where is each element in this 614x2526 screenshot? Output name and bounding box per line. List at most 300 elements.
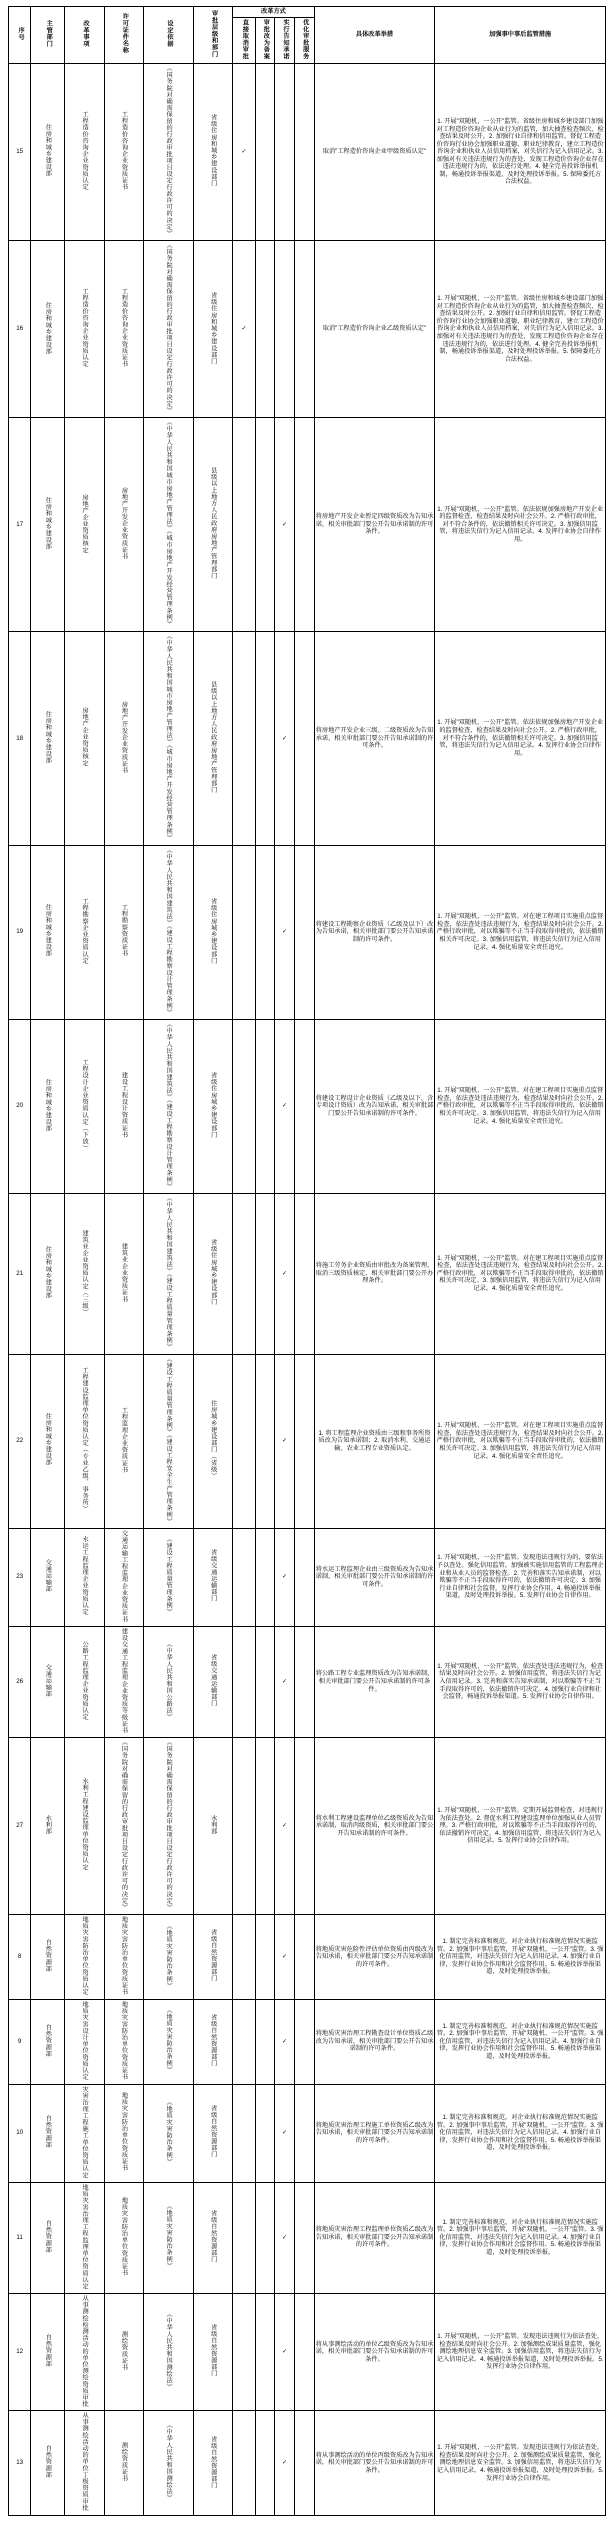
row-cert-text: 建设交通工程监理企业资质等级证书 <box>120 1627 128 1734</box>
row-seq-text: 10 <box>16 2129 24 2137</box>
row-notify-commitment <box>275 241 295 418</box>
row-dept <box>31 63 65 240</box>
row-setter-text: 省级自然资源部门 <box>209 2435 217 2489</box>
row-basis-text: 《建设工程质量管理条例》 <box>165 1536 173 1616</box>
row-item <box>65 2411 104 2516</box>
row-optimize-service <box>294 1019 314 1193</box>
row-measure <box>314 2182 435 2293</box>
row-notify-commitment <box>275 63 295 240</box>
row-seq <box>9 2411 31 2516</box>
row-measure <box>314 1915 435 2000</box>
row-dept <box>31 1999 65 2084</box>
table-row <box>9 845 606 1019</box>
row-dept <box>31 2182 65 2293</box>
row-approval-to-record <box>255 1915 275 2000</box>
row-setter-text: 县级以上地方人民政府房地产管理部门 <box>209 680 217 794</box>
row-notify-commitment-text: ✓ <box>282 1437 288 1445</box>
header-item: 改革事项 <box>65 7 104 64</box>
row-cert-text: 地质灾害防治单位资质证书 <box>120 2000 128 2080</box>
row-basis <box>144 241 194 418</box>
table-row <box>9 2293 606 2411</box>
row-setter <box>193 63 232 240</box>
row-cert <box>104 1354 143 1528</box>
row-supervision <box>435 241 606 418</box>
row-item-text: 从事测绘活动的单位丁级资质审批 <box>81 2412 89 2512</box>
row-item-text: 地质灾害治理工程监理单位资质认定 <box>81 2183 89 2290</box>
row-item <box>65 241 104 418</box>
row-direct-cancel <box>233 241 255 418</box>
row-cert-text: 地质灾害防治单位资质证书 <box>120 2092 128 2172</box>
row-item <box>65 2293 104 2411</box>
row-measure <box>314 2084 435 2182</box>
table-row <box>9 1019 606 1193</box>
row-cert-text: 地质灾害防治单位资质证书 <box>120 1916 128 1996</box>
row-seq <box>9 1019 31 1193</box>
row-approval-to-record <box>255 63 275 240</box>
row-direct-cancel-text: ✓ <box>241 325 247 333</box>
table-row <box>9 1626 606 1737</box>
row-seq <box>9 418 31 632</box>
row-notify-commitment <box>275 1528 295 1626</box>
row-measure-text: 将地质灾害治理工程监理单位资质乙级改为告知承诺，相关审批部门要公开告知承诺制的许可条件。 <box>315 2226 434 2249</box>
row-item-text: 房地产企业资质核定 <box>81 493 89 554</box>
row-setter <box>193 1019 232 1193</box>
row-basis-text: 《中华人民共和国城市房地产管理法》《城市房地产开发经营管理条例》 <box>165 632 173 842</box>
row-direct-cancel <box>233 1019 255 1193</box>
row-item-text: 地质灾害设计单位资质认定 <box>81 2000 89 2080</box>
row-cert <box>104 845 143 1019</box>
row-optimize-service <box>294 1626 314 1737</box>
row-setter-text: 省级自然资源部门 <box>209 2209 217 2263</box>
row-measure-text: 1. 将工程监理企业资质由三级和事务所资质改为告知承诺制；2. 取消水利、交通运输、农业工程专业资质认定。 <box>318 1429 431 1452</box>
row-dept-text: 自然资源部 <box>44 2219 52 2253</box>
row-notify-commitment-text: ✓ <box>282 1269 288 1277</box>
row-supervision <box>435 2411 606 2516</box>
row-seq <box>9 241 31 418</box>
row-supervision-text: 1. 制定完善标准和规范，对企业执行标准规范情况实施监管。2. 加强事中事后监管，开展"双随机、一公开"监管。3. 强化信用监管，对违法失信行为记入信用记录。4. 加强行业自律，发挥行业协会作用和社会监督作用。5. 畅通投诉举报渠道，及时处理投诉举报。 <box>436 2022 604 2060</box>
row-cert <box>104 1626 143 1737</box>
table-row <box>9 241 606 418</box>
row-supervision-text: 1. 制定完善标准和规范，对企业执行标准规范情况实施监管。2. 加强事中事后监管，开展"双随机、一公开"监管。3. 强化信用监管，对违法失信行为记入信用记录。4. 加强行业自律，发挥行业协会作用和社会监督作用。5. 畅通投诉举报渠道，及时处理投诉举报。 <box>436 1937 604 1976</box>
row-item <box>65 1193 104 1354</box>
table-row <box>9 1193 606 1354</box>
row-notify-commitment <box>275 1915 295 2000</box>
row-approval-to-record <box>255 241 275 418</box>
row-notify-commitment-text: ✓ <box>282 1573 288 1581</box>
row-approval-to-record <box>255 1999 275 2084</box>
row-dept <box>31 418 65 632</box>
row-item-text: 工程勘察企业资质认定 <box>81 897 89 964</box>
row-seq-text: 21 <box>16 1269 24 1277</box>
row-basis-text: 《地质灾害防治条例》 <box>165 2007 173 2074</box>
row-optimize-service <box>294 1354 314 1528</box>
row-cert-text: 《国务院对确需保留的行政审批项目设定行政许可的决定》 <box>120 1738 128 1911</box>
row-setter-text: 省级住房城乡建设部门 <box>209 1071 217 1138</box>
row-dept <box>31 2411 65 2516</box>
row-notify-commitment-text: ✓ <box>282 1953 288 1961</box>
row-basis-text: 《建设工程质量管理条例》《建设工程安全生产管理条例》 <box>165 1355 173 1525</box>
row-dept <box>31 1354 65 1528</box>
row-notify-commitment <box>275 845 295 1019</box>
header-notify-commitment: 实行告知承诺 <box>275 17 295 63</box>
row-measure-text: 取消"工程造价咨询企业甲级资质认定" <box>322 148 427 156</box>
row-cert-text: 交通运输工程监理企业资质证书 <box>120 1529 128 1623</box>
row-seq <box>9 1193 31 1354</box>
row-seq-text: 13 <box>16 2459 24 2467</box>
row-setter-text: 省级住房城乡建设部门 <box>209 1239 217 1306</box>
row-direct-cancel <box>233 2411 255 2516</box>
row-measure <box>314 1999 435 2084</box>
row-optimize-service <box>294 2182 314 2293</box>
row-seq <box>9 2182 31 2293</box>
row-item-text: 房地产企业资质核定 <box>81 707 89 767</box>
row-item <box>65 1737 104 1914</box>
row-approval-to-record <box>255 1528 275 1626</box>
row-basis-text: 《地质灾害防治条例》 <box>165 2203 173 2270</box>
row-dept <box>31 1915 65 2000</box>
row-dept <box>31 2293 65 2411</box>
row-basis <box>144 1193 194 1354</box>
row-supervision <box>435 2182 606 2293</box>
row-direct-cancel <box>233 1915 255 2000</box>
row-setter <box>193 845 232 1019</box>
row-direct-cancel <box>233 631 255 845</box>
header-direct-cancel: 直接取消审批 <box>233 17 255 63</box>
table-row <box>9 2084 606 2182</box>
row-cert <box>104 2084 143 2182</box>
row-cert-text: 房地产开发企业资质证书 <box>120 487 128 560</box>
row-dept <box>31 1737 65 1914</box>
row-supervision <box>435 1626 606 1737</box>
row-cert-text: 工程造价咨询企业资质证书 <box>120 111 128 191</box>
header-row-1 <box>9 7 606 18</box>
row-notify-commitment-text: ✓ <box>282 2459 288 2467</box>
row-direct-cancel <box>233 845 255 1019</box>
row-optimize-service <box>294 1193 314 1354</box>
row-dept-text: 交通运输部 <box>44 1663 52 1697</box>
row-supervision-text: 1. 开展"双随机、一公开"监管。定期开展监督检查，对违规行为依法查处。2. 督促水利工程建设监理单位加强从业人员管理。3. 严格行政审批，对以欺骗等不正当手段取得许可的，依法撤销许可决定。4. 加强信用监管，将违法失信行为记入信用记录。5. 发挥行业协会自律作用。 <box>437 1807 604 1845</box>
row-measure-text: 将地质灾害危险性评估单位资质由丙级改为告知承诺，相关审批部门要公开告知承诺制的许可条件。 <box>315 1945 434 1968</box>
row-supervision-text: 1. 开展"双随机、一公开"监管。对在建工程项目实施重点监督检查，依法查处违法违规行为，检查结果及时向社会公开。2. 严格行政审批，对以欺骗等不正当手段取得审批的，依法撤销相关许可决定。3. 加强信用监管，将违法失信行为记入信用记录。4. 强化质量安全责任追究。 <box>436 1087 604 1125</box>
row-notify-commitment-text: ✓ <box>282 928 288 936</box>
row-measure-text: 将建设工程设计企业资质（乙级及以下，含专项设计资质）改为告知承诺，相关审批部门要公开告知承诺制的许可条件。 <box>315 1094 434 1117</box>
row-cert <box>104 418 143 632</box>
row-item-text: 水运工程监理企业资质认定 <box>81 1536 89 1616</box>
row-notify-commitment-text: ✓ <box>282 734 288 742</box>
table-row <box>9 2411 606 2516</box>
row-cert <box>104 1528 143 1626</box>
row-cert <box>104 1915 143 2000</box>
row-dept-text: 住房和城乡建设部 <box>44 124 52 178</box>
row-seq <box>9 631 31 845</box>
row-measure-text: 将施工劳务企业资质由审批改为备案管理，取消三级资质核定，相关审批部门要公开办理条件。 <box>315 1262 434 1285</box>
row-setter-text: 县级以上地方人民政府房地产管理部门 <box>209 467 217 580</box>
row-measure-text: 取消"工程造价咨询企业乙级资质认定" <box>322 325 427 333</box>
row-dept <box>31 1019 65 1193</box>
row-optimize-service <box>294 631 314 845</box>
row-approval-to-record <box>255 2293 275 2411</box>
row-item <box>65 1626 104 1737</box>
row-dept-text: 住房和城乡建设部 <box>44 301 52 355</box>
row-notify-commitment <box>275 2182 295 2293</box>
row-setter-text: 住房城乡建设部门（省级） <box>209 1400 217 1480</box>
row-cert-text: 工程造价咨询企业资质证书 <box>120 288 128 368</box>
row-basis-text: 《中华人民共和国测绘法》 <box>165 2422 173 2502</box>
row-item <box>65 2084 104 2182</box>
row-dept <box>31 631 65 845</box>
row-setter <box>193 241 232 418</box>
row-supervision <box>435 1528 606 1626</box>
row-basis <box>144 1915 194 2000</box>
row-measure-text: 将房地产开发企业暂定四级资质改为告知承诺，相关审批部门要公开告知承诺制的许可条件。 <box>315 513 434 536</box>
row-approval-to-record <box>255 2084 275 2182</box>
row-direct-cancel-text: ✓ <box>241 148 247 156</box>
row-supervision <box>435 2084 606 2182</box>
row-measure <box>314 2293 435 2411</box>
row-item <box>65 1915 104 2000</box>
row-cert <box>104 241 143 418</box>
row-cert <box>104 2293 143 2411</box>
row-item-text: 工程造价咨询企业资质认定 <box>81 111 89 191</box>
row-dept-text: 住房和城乡建设部 <box>44 496 52 550</box>
row-basis <box>144 2293 194 2411</box>
row-seq-text: 9 <box>17 2037 22 2045</box>
header-cert: 许可证件名称 <box>104 7 143 64</box>
row-seq <box>9 1626 31 1737</box>
row-measure <box>314 1737 435 1914</box>
row-setter-text: 省级住房和城乡建设部门 <box>209 291 217 365</box>
row-notify-commitment <box>275 2084 295 2182</box>
row-dept-text: 住房和城乡建设部 <box>44 904 52 958</box>
row-setter <box>193 2084 232 2182</box>
row-item-text: 工程建设监理单位资质认定（专业乙级、事务所） <box>81 1367 89 1513</box>
table-row <box>9 418 606 632</box>
row-dept-text: 住房和城乡建设部 <box>44 710 52 764</box>
row-supervision-text: 1. 开展"双随机、一公开"监管。对在建工程项目实施重点监督检查，依法查处违法违规行为，检查结果及时向社会公开。2. 严格行政审批，对以欺骗等不正当手段取得审批的，依法撤销相关许可决定。3. 加强信用监管，将违法失信行为记入信用记录。4. 强化质量安全责任追究。 <box>436 1422 604 1460</box>
table-row <box>9 1354 606 1528</box>
row-setter <box>193 1354 232 1528</box>
row-supervision-text: 1. 制定完善标准和规范，对企业执行标准规范情况实施监管。2. 加强事中事后监管，开展"双随机、一公开"监管。3. 强化信用监管，对违法失信行为记入信用记录。4. 加强行业自律，发挥行业协会作用和社会监督作用。5. 畅通投诉举报渠道，及时处理投诉举报。 <box>436 2218 604 2256</box>
row-basis <box>144 1354 194 1528</box>
row-item <box>65 63 104 240</box>
row-measure <box>314 63 435 240</box>
row-notify-commitment-text: ✓ <box>282 1677 288 1685</box>
row-measure <box>314 631 435 845</box>
row-measure-text: 将公路工程专业监理资质改为告知承诺制，相关审批部门要公开告知承诺制的许可条件。 <box>315 1670 434 1693</box>
row-setter-text: 省级自然资源部门 <box>209 2105 217 2159</box>
row-notify-commitment <box>275 1354 295 1528</box>
row-measure <box>314 241 435 418</box>
row-seq <box>9 845 31 1019</box>
row-optimize-service <box>294 2411 314 2516</box>
row-basis-text: 《中华人民共和国测绘法》 <box>165 2311 173 2391</box>
row-seq <box>9 1528 31 1626</box>
row-supervision-text: 1. 开展"双随机、一公开"监管。依法依规加强房地产开发企业的监督检查，检查结果及时向社会公开。2. 严格行政审批，对不符合条件的，依法撤销相关许可决定。3. 加强信用监管，将违法失信行为记入信用记录。4. 发挥行业协会自律作用。 <box>437 719 604 757</box>
row-basis-text: 《中华人民共和国建筑法》《建设工程质量管理条例》 <box>165 1194 173 1351</box>
row-notify-commitment <box>275 2411 295 2516</box>
row-optimize-service <box>294 2293 314 2411</box>
row-item <box>65 2182 104 2293</box>
row-basis-text: 《国务院对确需保留的行政审批项目设定行政许可的决定》 <box>165 64 173 237</box>
row-measure <box>314 2411 435 2516</box>
table-header <box>9 7 606 64</box>
row-optimize-service <box>294 1737 314 1914</box>
row-measure <box>314 1193 435 1354</box>
row-setter <box>193 1626 232 1737</box>
row-measure-text: 将地质灾害治理工程勘查设计单位资质乙级改为告知承诺，相关审批部门要公开告知承诺制的许可条件。 <box>315 2030 434 2053</box>
row-supervision <box>435 1999 606 2084</box>
row-notify-commitment <box>275 631 295 845</box>
row-measure <box>314 418 435 632</box>
row-seq <box>9 1915 31 2000</box>
row-cert <box>104 1193 143 1354</box>
row-optimize-service <box>294 418 314 632</box>
row-setter <box>193 2411 232 2516</box>
row-notify-commitment-text: ✓ <box>282 520 288 528</box>
row-supervision-text: 1. 制定完善标准和规范，对企业执行标准规范情况实施监管。2. 加强事中事后监管，开展"双随机、一公开"监管。3. 强化信用监管，对违法失信行为记入信用记录。4. 加强行业自律，发挥行业协会作用和社会监督作用。5. 畅通投诉举报渠道，及时处理投诉举报。 <box>436 2114 604 2152</box>
row-dept <box>31 1626 65 1737</box>
row-measure-text: 将水利工程建设监理单位乙级资质改为告知承诺制，取消丙级资质，相关审批部门要公开告知承诺制的许可条件。 <box>315 1814 434 1837</box>
row-item <box>65 418 104 632</box>
row-notify-commitment <box>275 1019 295 1193</box>
row-direct-cancel <box>233 2293 255 2411</box>
row-approval-to-record <box>255 1193 275 1354</box>
row-cert <box>104 1999 143 2084</box>
row-dept <box>31 2084 65 2182</box>
row-seq <box>9 2293 31 2411</box>
row-dept <box>31 1528 65 1626</box>
row-seq <box>9 63 31 240</box>
row-basis <box>144 1528 194 1626</box>
row-direct-cancel <box>233 2182 255 2293</box>
row-dept-text: 自然资源部 <box>44 2334 52 2368</box>
row-direct-cancel <box>233 2084 255 2182</box>
row-seq-text: 20 <box>16 1102 24 1110</box>
row-item-text: 工程设计企业资质认定（下放） <box>81 1058 89 1152</box>
row-direct-cancel <box>233 1193 255 1354</box>
row-setter-text: 省级自然资源部门 <box>209 2324 217 2378</box>
row-cert-text: 建筑业企业资质证书 <box>120 1242 128 1303</box>
row-supervision <box>435 1915 606 2000</box>
row-cert-text: 测绘资质证书 <box>120 2330 128 2371</box>
table-body <box>9 63 606 2515</box>
row-notify-commitment-text: ✓ <box>282 1822 288 1830</box>
row-notify-commitment-text: ✓ <box>282 2233 288 2241</box>
row-setter <box>193 2293 232 2411</box>
row-item-text: 水利工程建设监理单位资质认定 <box>81 1778 89 1871</box>
row-item-text: 公路工程监理企业资质认定 <box>81 1640 89 1721</box>
row-item <box>65 1528 104 1626</box>
row-direct-cancel <box>233 1626 255 1737</box>
table-row <box>9 1528 606 1626</box>
row-dept-text: 住房和城乡建设部 <box>44 1246 52 1299</box>
row-setter <box>193 418 232 632</box>
row-supervision-text: 1. 开展"双随机、一公开"监管。省级住房和城乡建设部门加强对工程造价咨询企业从业行为的监管，加大抽查检查频次、检查结果及时公开。2. 加强行业自律和信用监管。督促工程造价咨询行业协会加强职业道德、职业纪律教育，建立工程造价咨询企业和执业人员信用档案，对失信行为记入信用记录。3. 加强对有关违法违规行为的查处，发现工程造价咨询企业存在违法违规行为的，依法进行处理。4. 健全完善投诉举报机制，畅通投诉举报渠道，及时处理投诉举报。5. 保障委托方合法权益。 <box>436 295 604 363</box>
row-basis <box>144 1999 194 2084</box>
row-measure-text: 将地质灾害治理工程施工单位资质乙级改为告知承诺，相关审批部门要公开告知承诺制的许可条件。 <box>315 2121 434 2144</box>
row-optimize-service <box>294 1915 314 2000</box>
row-measure-text: 将从事测绘活动的单位乙级资质改为告知承诺，相关审批部门要公开告知承诺制的许可条件。 <box>315 2340 434 2363</box>
row-cert <box>104 2411 143 2516</box>
row-notify-commitment-text: ✓ <box>282 1102 288 1110</box>
row-supervision-text: 1. 开展"双随机、一公开"监管。依法查处违法违规行为，检查结果及时向社会公开。2. 加强信用监管，将违法失信行为记入信用记录。3. 完善和落实告知承诺制，对以欺骗等不正当手段取得许可的，依法撤销许可决定。4. 加强行业自律和社会监督，畅通投诉举报渠道。5. 发挥行业协会自律作用。 <box>437 1662 604 1701</box>
row-approval-to-record <box>255 418 275 632</box>
row-basis-text: 《地质灾害防治条例》 <box>165 2098 173 2165</box>
row-supervision-text: 1. 开展"双随机、一公开"监管。发现违法违规行为依法查处，检查结果及时向社会公开。2. 加强测绘成果质量监管，强化测绘地理信息安全监管。3. 加强信用监管，将违法失信行为记入信用记录。4. 畅通投诉举报渠道，及时处理投诉举报。5. 发挥行业协会自律作用。 <box>436 2333 604 2371</box>
table-row <box>9 1915 606 2000</box>
row-supervision <box>435 1354 606 1528</box>
row-setter-text: 省级自然资源部门 <box>209 2013 217 2067</box>
row-supervision-text: 1. 开展"双随机、一公开"监管。发现违法违规行为依法查处，检查结果及时向社会公开。2. 加强测绘成果质量监管，强化测绘地理信息安全监管。3. 加强信用监管，将违法失信行为记入信用记录。4. 畅通投诉举报渠道，及时处理投诉举报。5. 发挥行业协会自律作用。 <box>436 2444 604 2482</box>
row-supervision-text: 1. 开展"双随机、一公开"监管。对在建工程项目实施重点监督检查，依法查处违法违规行为，检查结果及时向社会公开。2. 严格行政审批，对以欺骗等不正当手段取得审批的，依法撤销相关许可决定。3. 加强信用监管，将违法失信行为记入信用记录。4. 强化质量安全责任追究。 <box>436 1254 604 1293</box>
header-supervision: 加强事中事后监管措施 <box>435 7 606 64</box>
header-optimize-service: 优化审批服务 <box>294 17 314 63</box>
row-dept-text: 水利部 <box>44 1814 52 1835</box>
row-item <box>65 1354 104 1528</box>
row-seq <box>9 1354 31 1528</box>
row-notify-commitment <box>275 418 295 632</box>
row-seq-text: 19 <box>16 928 24 936</box>
row-item-text: 工程造价咨询企业资质认定 <box>81 288 89 368</box>
row-notify-commitment <box>275 1193 295 1354</box>
row-cert-text: 测绘资质证书 <box>120 2442 128 2482</box>
table-row <box>9 63 606 240</box>
row-notify-commitment <box>275 1626 295 1737</box>
header-measure: 具体改革举措 <box>314 7 435 64</box>
row-seq <box>9 2084 31 2182</box>
row-measure <box>314 845 435 1019</box>
row-item-text: 从事测绘检测活动的单位测绘资质审批 <box>81 2294 89 2407</box>
row-setter <box>193 1528 232 1626</box>
row-setter <box>193 1193 232 1354</box>
row-basis <box>144 1019 194 1193</box>
row-direct-cancel <box>233 1737 255 1914</box>
row-setter <box>193 2182 232 2293</box>
row-measure <box>314 1626 435 1737</box>
header-basis: 设定依据 <box>144 7 194 64</box>
row-cert <box>104 1737 143 1914</box>
row-dept <box>31 241 65 418</box>
row-setter <box>193 1915 232 2000</box>
row-notify-commitment-text: ✓ <box>282 2037 288 2045</box>
row-setter-text: 省级住房城乡建设部门 <box>209 897 217 964</box>
row-seq-text: 15 <box>16 148 24 156</box>
row-supervision <box>435 1193 606 1354</box>
row-setter-text: 省级交通运输部门 <box>209 1654 217 1707</box>
row-cert <box>104 631 143 845</box>
row-basis-text: 《中华人民共和国城市房地产管理法》《城市房地产开发经营管理条例》 <box>165 419 173 628</box>
row-direct-cancel <box>233 1354 255 1528</box>
row-supervision <box>435 1019 606 1193</box>
row-direct-cancel <box>233 418 255 632</box>
row-seq-text: 27 <box>16 1822 24 1830</box>
row-cert <box>104 2182 143 2293</box>
row-item-text: 地质灾害防治单位资质认定 <box>81 1916 89 1996</box>
row-basis <box>144 1626 194 1737</box>
row-basis <box>144 2182 194 2293</box>
header-approval-to-record: 审批改为备案 <box>255 17 275 63</box>
row-notify-commitment <box>275 2293 295 2411</box>
row-seq-text: 22 <box>16 1437 24 1445</box>
table-row <box>9 2182 606 2293</box>
row-supervision <box>435 1737 606 1914</box>
row-optimize-service <box>294 845 314 1019</box>
row-dept-text: 自然资源部 <box>44 1939 52 1973</box>
header-seq: 序号 <box>9 7 31 64</box>
row-approval-to-record <box>255 1019 275 1193</box>
row-setter-text: 水利部 <box>209 1814 217 1835</box>
row-dept-text: 自然资源部 <box>44 2445 52 2479</box>
